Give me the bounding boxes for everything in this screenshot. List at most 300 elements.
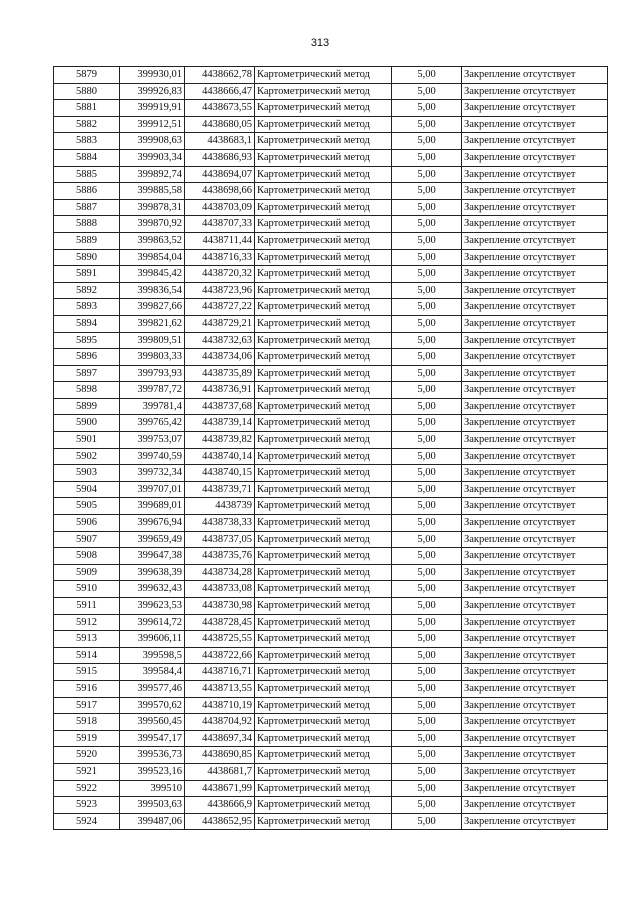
fixation-cell: Закрепление отсутствует — [462, 183, 608, 200]
table-row — [54, 332, 608, 349]
fixation-cell: Закрепление отсутствует — [462, 216, 608, 233]
coordinate-y-cell: 4438730,98 — [185, 598, 255, 615]
fixation-cell: Закрепление отсутствует — [462, 315, 608, 332]
table-row — [54, 448, 608, 465]
error-cell: 5,00 — [392, 714, 462, 731]
coordinate-y-cell: 4438703,09 — [185, 199, 255, 216]
method-cell: Картометрический метод — [255, 282, 392, 299]
method-cell: Картометрический метод — [255, 697, 392, 714]
coordinate-x-cell: 399647,38 — [120, 548, 185, 565]
coordinate-y-cell: 4438707,33 — [185, 216, 255, 233]
coordinate-y-cell: 4438735,76 — [185, 548, 255, 565]
point-number-cell: 5898 — [54, 382, 120, 399]
table-row — [54, 365, 608, 382]
error-cell: 5,00 — [392, 266, 462, 283]
method-cell: Картометрический метод — [255, 664, 392, 681]
point-number-cell: 5916 — [54, 680, 120, 697]
fixation-cell: Закрепление отсутствует — [462, 614, 608, 631]
coordinate-y-cell: 4438732,63 — [185, 332, 255, 349]
error-cell: 5,00 — [392, 398, 462, 415]
coordinate-x-cell: 399765,42 — [120, 415, 185, 432]
coordinate-y-cell: 4438728,45 — [185, 614, 255, 631]
fixation-cell: Закрепление отсутствует — [462, 415, 608, 432]
coordinate-x-cell: 399903,34 — [120, 149, 185, 166]
coordinate-y-cell: 4438713,55 — [185, 680, 255, 697]
coordinate-y-cell: 4438727,22 — [185, 299, 255, 316]
point-number-cell: 5920 — [54, 747, 120, 764]
fixation-cell: Закрепление отсутствует — [462, 763, 608, 780]
coordinate-y-cell: 4438690,85 — [185, 747, 255, 764]
error-cell: 5,00 — [392, 415, 462, 432]
fixation-cell: Закрепление отсутствует — [462, 249, 608, 266]
table-row — [54, 498, 608, 515]
point-number-cell: 5888 — [54, 216, 120, 233]
coordinate-x-cell: 399547,17 — [120, 730, 185, 747]
method-cell: Картометрический метод — [255, 730, 392, 747]
point-number-cell: 5915 — [54, 664, 120, 681]
point-number-cell: 5895 — [54, 332, 120, 349]
error-cell: 5,00 — [392, 299, 462, 316]
point-number-cell: 5924 — [54, 813, 120, 830]
table-row — [54, 432, 608, 449]
error-cell: 5,00 — [392, 465, 462, 482]
coordinate-x-cell: 399781,4 — [120, 398, 185, 415]
fixation-cell: Закрепление отсутствует — [462, 647, 608, 664]
error-cell: 5,00 — [392, 166, 462, 183]
fixation-cell: Закрепление отсутствует — [462, 282, 608, 299]
point-number-cell: 5905 — [54, 498, 120, 515]
method-cell: Картометрический метод — [255, 299, 392, 316]
table-row — [54, 315, 608, 332]
coordinate-y-cell: 4438694,07 — [185, 166, 255, 183]
error-cell: 5,00 — [392, 763, 462, 780]
fixation-cell: Закрепление отсутствует — [462, 714, 608, 731]
page-number: 313 — [310, 37, 330, 49]
fixation-cell: Закрепление отсутствует — [462, 664, 608, 681]
point-number-cell: 5912 — [54, 614, 120, 631]
error-cell: 5,00 — [392, 116, 462, 133]
error-cell: 5,00 — [392, 697, 462, 714]
fixation-cell: Закрепление отсутствует — [462, 515, 608, 532]
coordinate-x-cell: 399908,63 — [120, 133, 185, 150]
method-cell: Картометрический метод — [255, 714, 392, 731]
table-row — [54, 598, 608, 615]
method-cell: Картометрический метод — [255, 763, 392, 780]
point-number-cell: 5883 — [54, 133, 120, 150]
coordinate-y-cell: 4438739,14 — [185, 415, 255, 432]
coordinate-x-cell: 399487,06 — [120, 813, 185, 830]
method-cell: Картометрический метод — [255, 465, 392, 482]
coordinates-table-body — [54, 67, 608, 830]
fixation-cell: Закрепление отсутствует — [462, 498, 608, 515]
table-row — [54, 299, 608, 316]
method-cell: Картометрический метод — [255, 797, 392, 814]
fixation-cell: Закрепление отсутствует — [462, 382, 608, 399]
point-number-cell: 5896 — [54, 349, 120, 366]
method-cell: Картометрический метод — [255, 498, 392, 515]
fixation-cell: Закрепление отсутствует — [462, 266, 608, 283]
table-row — [54, 763, 608, 780]
method-cell: Картометрический метод — [255, 531, 392, 548]
coordinate-x-cell: 399863,52 — [120, 232, 185, 249]
point-number-cell: 5921 — [54, 763, 120, 780]
fixation-cell: Закрепление отсутствует — [462, 100, 608, 117]
coordinate-y-cell: 4438725,55 — [185, 631, 255, 648]
method-cell: Картометрический метод — [255, 680, 392, 697]
coordinate-x-cell: 399870,92 — [120, 216, 185, 233]
error-cell: 5,00 — [392, 581, 462, 598]
table-row — [54, 116, 608, 133]
table-row — [54, 149, 608, 166]
method-cell: Картометрический метод — [255, 598, 392, 615]
method-cell: Картометрический метод — [255, 448, 392, 465]
error-cell: 5,00 — [392, 631, 462, 648]
error-cell: 5,00 — [392, 149, 462, 166]
point-number-cell: 5923 — [54, 797, 120, 814]
table-row — [54, 166, 608, 183]
point-number-cell: 5892 — [54, 282, 120, 299]
coordinate-x-cell: 399536,73 — [120, 747, 185, 764]
coordinate-y-cell: 4438711,44 — [185, 232, 255, 249]
error-cell: 5,00 — [392, 199, 462, 216]
fixation-cell: Закрепление отсутствует — [462, 531, 608, 548]
point-number-cell: 5903 — [54, 465, 120, 482]
fixation-cell: Закрепление отсутствует — [462, 747, 608, 764]
coordinate-x-cell: 399570,62 — [120, 697, 185, 714]
fixation-cell: Закрепление отсутствует — [462, 448, 608, 465]
table-row — [54, 664, 608, 681]
coordinate-y-cell: 4438739,71 — [185, 481, 255, 498]
method-cell: Картометрический метод — [255, 382, 392, 399]
fixation-cell: Закрепление отсутствует — [462, 232, 608, 249]
table-row — [54, 730, 608, 747]
coordinate-x-cell: 399689,01 — [120, 498, 185, 515]
coordinate-y-cell: 4438736,91 — [185, 382, 255, 399]
error-cell: 5,00 — [392, 382, 462, 399]
coordinate-x-cell: 399836,54 — [120, 282, 185, 299]
point-number-cell: 5910 — [54, 581, 120, 598]
table-row — [54, 266, 608, 283]
error-cell: 5,00 — [392, 83, 462, 100]
table-row — [54, 515, 608, 532]
point-number-cell: 5919 — [54, 730, 120, 747]
coordinate-x-cell: 399793,93 — [120, 365, 185, 382]
fixation-cell: Закрепление отсутствует — [462, 481, 608, 498]
coordinate-x-cell: 399787,72 — [120, 382, 185, 399]
coordinate-y-cell: 4438735,89 — [185, 365, 255, 382]
error-cell: 5,00 — [392, 100, 462, 117]
coordinate-x-cell: 399827,66 — [120, 299, 185, 316]
method-cell: Картометрический метод — [255, 149, 392, 166]
table-row — [54, 133, 608, 150]
error-cell: 5,00 — [392, 183, 462, 200]
method-cell: Картометрический метод — [255, 747, 392, 764]
method-cell: Картометрический метод — [255, 481, 392, 498]
error-cell: 5,00 — [392, 67, 462, 84]
point-number-cell: 5890 — [54, 249, 120, 266]
table-row — [54, 564, 608, 581]
method-cell: Картометрический метод — [255, 349, 392, 366]
fixation-cell: Закрепление отсутствует — [462, 797, 608, 814]
point-number-cell: 5906 — [54, 515, 120, 532]
point-number-cell: 5881 — [54, 100, 120, 117]
point-number-cell: 5884 — [54, 149, 120, 166]
point-number-cell: 5882 — [54, 116, 120, 133]
fixation-cell: Закрепление отсутствует — [462, 365, 608, 382]
method-cell: Картометрический метод — [255, 614, 392, 631]
fixation-cell: Закрепление отсутствует — [462, 83, 608, 100]
method-cell: Картометрический метод — [255, 581, 392, 598]
error-cell: 5,00 — [392, 564, 462, 581]
table-row — [54, 780, 608, 797]
point-number-cell: 5887 — [54, 199, 120, 216]
table-row — [54, 714, 608, 731]
fixation-cell: Закрепление отсутствует — [462, 680, 608, 697]
fixation-cell: Закрепление отсутствует — [462, 349, 608, 366]
coordinate-x-cell: 399878,31 — [120, 199, 185, 216]
error-cell: 5,00 — [392, 515, 462, 532]
table-row — [54, 680, 608, 697]
point-number-cell: 5900 — [54, 415, 120, 432]
fixation-cell: Закрепление отсутствует — [462, 581, 608, 598]
coordinate-x-cell: 399614,72 — [120, 614, 185, 631]
coordinate-x-cell: 399753,07 — [120, 432, 185, 449]
error-cell: 5,00 — [392, 664, 462, 681]
point-number-cell: 5922 — [54, 780, 120, 797]
coordinate-y-cell: 4438697,34 — [185, 730, 255, 747]
point-number-cell: 5917 — [54, 697, 120, 714]
method-cell: Картометрический метод — [255, 548, 392, 565]
table-row — [54, 249, 608, 266]
coordinate-y-cell: 4438652,95 — [185, 813, 255, 830]
coordinate-y-cell: 4438734,06 — [185, 349, 255, 366]
fixation-cell: Закрепление отсутствует — [462, 780, 608, 797]
table-row — [54, 581, 608, 598]
coordinate-x-cell: 399885,58 — [120, 183, 185, 200]
table-row — [54, 631, 608, 648]
coordinate-x-cell: 399523,16 — [120, 763, 185, 780]
coordinate-y-cell: 4438740,15 — [185, 465, 255, 482]
table-row — [54, 382, 608, 399]
error-cell: 5,00 — [392, 133, 462, 150]
point-number-cell: 5885 — [54, 166, 120, 183]
table-row — [54, 67, 608, 84]
method-cell: Картометрический метод — [255, 116, 392, 133]
error-cell: 5,00 — [392, 249, 462, 266]
error-cell: 5,00 — [392, 349, 462, 366]
table-row — [54, 216, 608, 233]
method-cell: Картометрический метод — [255, 216, 392, 233]
method-cell: Картометрический метод — [255, 432, 392, 449]
method-cell: Картометрический метод — [255, 83, 392, 100]
point-number-cell: 5904 — [54, 481, 120, 498]
error-cell: 5,00 — [392, 365, 462, 382]
method-cell: Картометрический метод — [255, 415, 392, 432]
coordinate-x-cell: 399854,04 — [120, 249, 185, 266]
fixation-cell: Закрепление отсутствует — [462, 67, 608, 84]
coordinate-y-cell: 4438716,71 — [185, 664, 255, 681]
coordinate-x-cell: 399740,59 — [120, 448, 185, 465]
point-number-cell: 5897 — [54, 365, 120, 382]
point-number-cell: 5907 — [54, 531, 120, 548]
point-number-cell: 5908 — [54, 548, 120, 565]
error-cell: 5,00 — [392, 598, 462, 615]
coordinate-y-cell: 4438662,78 — [185, 67, 255, 84]
method-cell: Картометрический метод — [255, 100, 392, 117]
error-cell: 5,00 — [392, 780, 462, 797]
error-cell: 5,00 — [392, 548, 462, 565]
coordinate-y-cell: 4438671,99 — [185, 780, 255, 797]
coordinate-x-cell: 399919,91 — [120, 100, 185, 117]
fixation-cell: Закрепление отсутствует — [462, 299, 608, 316]
method-cell: Картометрический метод — [255, 232, 392, 249]
coordinate-x-cell: 399560,45 — [120, 714, 185, 731]
coordinate-x-cell: 399598,5 — [120, 647, 185, 664]
table-row — [54, 747, 608, 764]
fixation-cell: Закрепление отсутствует — [462, 149, 608, 166]
point-number-cell: 5914 — [54, 647, 120, 664]
coordinate-x-cell: 399659,49 — [120, 531, 185, 548]
error-cell: 5,00 — [392, 216, 462, 233]
coordinate-x-cell: 399510 — [120, 780, 185, 797]
table-row — [54, 83, 608, 100]
table-row — [54, 100, 608, 117]
error-cell: 5,00 — [392, 448, 462, 465]
coordinate-x-cell: 399845,42 — [120, 266, 185, 283]
coordinate-y-cell: 4438673,55 — [185, 100, 255, 117]
coordinate-x-cell: 399803,33 — [120, 349, 185, 366]
point-number-cell: 5893 — [54, 299, 120, 316]
error-cell: 5,00 — [392, 531, 462, 548]
table-row — [54, 813, 608, 830]
table-row — [54, 465, 608, 482]
coordinate-x-cell: 399638,39 — [120, 564, 185, 581]
method-cell: Картометрический метод — [255, 249, 392, 266]
error-cell: 5,00 — [392, 332, 462, 349]
coordinates-table — [53, 66, 608, 830]
point-number-cell: 5886 — [54, 183, 120, 200]
method-cell: Картометрический метод — [255, 133, 392, 150]
error-cell: 5,00 — [392, 432, 462, 449]
fixation-cell: Закрепление отсутствует — [462, 564, 608, 581]
error-cell: 5,00 — [392, 232, 462, 249]
fixation-cell: Закрепление отсутствует — [462, 166, 608, 183]
error-cell: 5,00 — [392, 498, 462, 515]
table-row — [54, 614, 608, 631]
fixation-cell: Закрепление отсутствует — [462, 631, 608, 648]
coordinate-y-cell: 4438739,82 — [185, 432, 255, 449]
coordinate-x-cell: 399503,63 — [120, 797, 185, 814]
fixation-cell: Закрепление отсутствует — [462, 598, 608, 615]
point-number-cell: 5880 — [54, 83, 120, 100]
coordinate-y-cell: 4438737,68 — [185, 398, 255, 415]
method-cell: Картометрический метод — [255, 67, 392, 84]
table-row — [54, 232, 608, 249]
table-row — [54, 199, 608, 216]
method-cell: Картометрический метод — [255, 631, 392, 648]
coordinate-y-cell: 4438680,05 — [185, 116, 255, 133]
point-number-cell: 5889 — [54, 232, 120, 249]
error-cell: 5,00 — [392, 647, 462, 664]
coordinate-y-cell: 4438723,96 — [185, 282, 255, 299]
table-row — [54, 398, 608, 415]
error-cell: 5,00 — [392, 680, 462, 697]
coordinate-y-cell: 4438681,7 — [185, 763, 255, 780]
fixation-cell: Закрепление отсутствует — [462, 432, 608, 449]
coordinate-x-cell: 399577,46 — [120, 680, 185, 697]
coordinate-x-cell: 399632,43 — [120, 581, 185, 598]
coordinate-x-cell: 399584,4 — [120, 664, 185, 681]
method-cell: Картометрический метод — [255, 166, 392, 183]
method-cell: Картометрический метод — [255, 564, 392, 581]
coordinate-y-cell: 4438720,32 — [185, 266, 255, 283]
point-number-cell: 5879 — [54, 67, 120, 84]
coordinate-y-cell: 4438683,1 — [185, 133, 255, 150]
table-row — [54, 647, 608, 664]
fixation-cell: Закрепление отсутствует — [462, 813, 608, 830]
method-cell: Картометрический метод — [255, 332, 392, 349]
method-cell: Картометрический метод — [255, 813, 392, 830]
fixation-cell: Закрепление отсутствует — [462, 548, 608, 565]
error-cell: 5,00 — [392, 481, 462, 498]
point-number-cell: 5918 — [54, 714, 120, 731]
fixation-cell: Закрепление отсутствует — [462, 398, 608, 415]
coordinate-x-cell: 399809,51 — [120, 332, 185, 349]
fixation-cell: Закрепление отсутствует — [462, 730, 608, 747]
coordinate-y-cell: 4438737,05 — [185, 531, 255, 548]
table-row — [54, 183, 608, 200]
point-number-cell: 5911 — [54, 598, 120, 615]
coordinate-y-cell: 4438722,66 — [185, 647, 255, 664]
method-cell: Картометрический метод — [255, 780, 392, 797]
table-row — [54, 697, 608, 714]
table-row — [54, 531, 608, 548]
coordinate-y-cell: 4438739 — [185, 498, 255, 515]
error-cell: 5,00 — [392, 747, 462, 764]
fixation-cell: Закрепление отсутствует — [462, 133, 608, 150]
method-cell: Картометрический метод — [255, 199, 392, 216]
table-row — [54, 548, 608, 565]
error-cell: 5,00 — [392, 797, 462, 814]
point-number-cell: 5899 — [54, 398, 120, 415]
coordinate-y-cell: 4438733,08 — [185, 581, 255, 598]
coordinate-y-cell: 4438666,47 — [185, 83, 255, 100]
coordinate-x-cell: 399892,74 — [120, 166, 185, 183]
method-cell: Картометрический метод — [255, 183, 392, 200]
coordinate-x-cell: 399707,01 — [120, 481, 185, 498]
coordinate-y-cell: 4438738,33 — [185, 515, 255, 532]
method-cell: Картометрический метод — [255, 647, 392, 664]
fixation-cell: Закрепление отсутствует — [462, 199, 608, 216]
coordinate-x-cell: 399930,01 — [120, 67, 185, 84]
fixation-cell: Закрепление отсутствует — [462, 116, 608, 133]
coordinate-x-cell: 399606,11 — [120, 631, 185, 648]
coordinate-x-cell: 399676,94 — [120, 515, 185, 532]
table-row — [54, 349, 608, 366]
error-cell: 5,00 — [392, 614, 462, 631]
error-cell: 5,00 — [392, 730, 462, 747]
point-number-cell: 5909 — [54, 564, 120, 581]
coordinate-y-cell: 4438740,14 — [185, 448, 255, 465]
coordinate-x-cell: 399821,62 — [120, 315, 185, 332]
method-cell: Картометрический метод — [255, 398, 392, 415]
error-cell: 5,00 — [392, 282, 462, 299]
method-cell: Картометрический метод — [255, 365, 392, 382]
fixation-cell: Закрепление отсутствует — [462, 697, 608, 714]
error-cell: 5,00 — [392, 813, 462, 830]
coordinate-y-cell: 4438716,33 — [185, 249, 255, 266]
fixation-cell: Закрепление отсутствует — [462, 332, 608, 349]
